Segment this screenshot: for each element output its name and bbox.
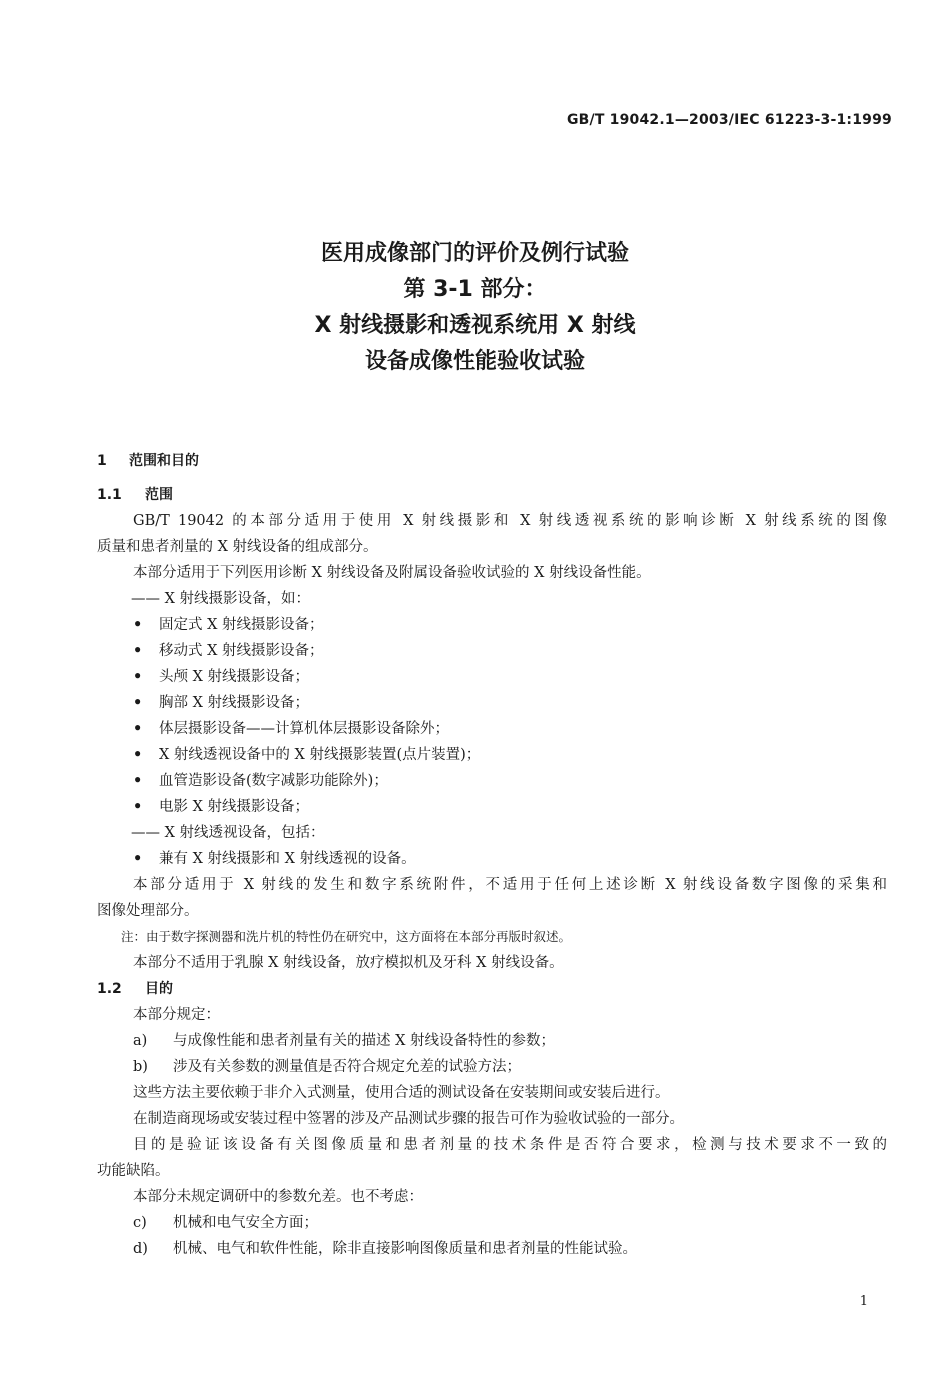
item-letter: b) <box>133 1059 148 1075</box>
paragraph: 本部分未规定调研中的参数允差。也不考虑： <box>133 1189 423 1205</box>
document-title <box>0 236 950 380</box>
title-line: 医用成像部门的评价及例行试验 <box>320 241 629 266</box>
bullet-list-item <box>97 794 887 820</box>
bullet-list-item <box>97 638 887 664</box>
paragraph-line: GB/T 19042 的本部分适用于使用 X 射线摄影和 X 射线透视系统的影响诊断 X 射线系统的图像 <box>133 513 887 529</box>
lettered-list-item <box>97 1236 887 1262</box>
section-title: 范围和目的 <box>129 453 199 469</box>
lettered-list-item <box>97 1210 887 1236</box>
bullet-text: 移动式 X 射线摄影设备； <box>159 643 324 659</box>
item-text: 机械、电气和软件性能，除非直接影响图像质量和患者剂量的性能试验。 <box>173 1241 637 1257</box>
bullet-icon: • <box>133 850 143 867</box>
dash-list-item: —— X 射线摄影设备，如： <box>131 591 311 607</box>
title-line: X 射线摄影和透视系统用 X 射线 <box>314 313 636 338</box>
section-number: 1.1 <box>97 487 122 503</box>
bullet-list-item <box>97 742 887 768</box>
paragraph-line: 本部分适用于 X 射线的发生和数字系统附件，不适用于任何上述诊断 X 射线设备数字图像的采集和 <box>133 877 887 893</box>
bullet-list-item <box>97 846 887 872</box>
section-heading-1-1 <box>97 482 887 508</box>
bullet-list-item <box>97 768 887 794</box>
section-title: 范围 <box>145 487 173 503</box>
bullet-text: 体层摄影设备——计算机体层摄影设备除外； <box>159 721 449 737</box>
paragraph-line: 图像处理部分。 <box>97 903 199 919</box>
bullet-text: 胸部 X 射线摄影设备； <box>159 695 310 711</box>
section-title: 目的 <box>145 981 173 997</box>
paragraph: 本部分适用于下列医用诊断 X 射线设备及附属设备验收试验的 X 射线设备性能。 <box>133 565 651 581</box>
item-text: 涉及有关参数的测量值是否符合规定允差的试验方法； <box>173 1059 521 1075</box>
bullet-text: X 射线透视设备中的 X 射线摄影装置(点片装置)； <box>159 747 481 763</box>
standard-code: GB/T 19042.1—2003/IEC 61223-3-1:1999 <box>566 112 892 128</box>
bullet-list-item <box>97 612 887 638</box>
bullet-list-item <box>97 716 887 742</box>
item-letter: a) <box>133 1033 148 1049</box>
section-heading-1-2 <box>97 976 887 1002</box>
bullet-icon: • <box>133 798 143 815</box>
bullet-icon: • <box>133 642 143 659</box>
section-heading-1 <box>97 448 887 474</box>
bullet-text: 头颅 X 射线摄影设备； <box>159 669 310 685</box>
paragraph-line: 功能缺陷。 <box>97 1163 170 1179</box>
lettered-list-item <box>97 1028 887 1054</box>
bullet-text: 兼有 X 射线摄影和 X 射线透视的设备。 <box>159 851 416 867</box>
item-text: 机械和电气安全方面； <box>173 1215 318 1231</box>
bullet-icon: • <box>133 616 143 633</box>
title-line: 设备成像性能验收试验 <box>364 349 585 374</box>
paragraph: 在制造商现场或安装过程中签署的涉及产品测试步骤的报告可作为验收试验的一部分。 <box>133 1111 684 1127</box>
note: 注：由于数字探测器和洗片机的特性仍在研究中，这方面将在本部分再版时叙述。 <box>121 929 572 944</box>
item-letter: c) <box>133 1215 147 1231</box>
document-body <box>97 448 887 1262</box>
bullet-text: 固定式 X 射线摄影设备； <box>159 617 324 633</box>
bullet-icon: • <box>133 694 143 711</box>
paragraph: 本部分不适用于乳腺 X 射线设备，放疗模拟机及牙科 X 射线设备。 <box>133 955 564 971</box>
dash-list-item: —— X 射线透视设备，包括： <box>131 825 325 841</box>
lettered-list-item <box>97 1054 887 1080</box>
paragraph: 这些方法主要依赖于非介入式测量，使用合适的测试设备在安装期间或安装后进行。 <box>133 1085 670 1101</box>
paragraph-line: 目的是验证该设备有关图像质量和患者剂量的技术条件是否符合要求，检测与技术要求不一致的 <box>133 1137 887 1153</box>
bullet-icon: • <box>133 720 143 737</box>
section-number: 1 <box>97 453 107 469</box>
bullet-icon: • <box>133 746 143 763</box>
bullet-icon: • <box>133 772 143 789</box>
bullet-list-item <box>97 690 887 716</box>
paragraph: 本部分规定： <box>133 1007 220 1023</box>
section-number: 1.2 <box>97 981 122 997</box>
title-line: 第 3-1 部分： <box>403 277 547 302</box>
bullet-icon: • <box>133 668 143 685</box>
bullet-text: 电影 X 射线摄影设备； <box>159 799 310 815</box>
page-number: 1 <box>859 1294 868 1309</box>
bullet-list-item <box>97 664 887 690</box>
item-text: 与成像性能和患者剂量有关的描述 X 射线设备特性的参数； <box>173 1033 556 1049</box>
item-letter: d) <box>133 1241 148 1257</box>
bullet-text: 血管造影设备(数字减影功能除外)； <box>159 773 388 789</box>
paragraph-line: 质量和患者剂量的 X 射线设备的组成部分。 <box>97 539 378 555</box>
